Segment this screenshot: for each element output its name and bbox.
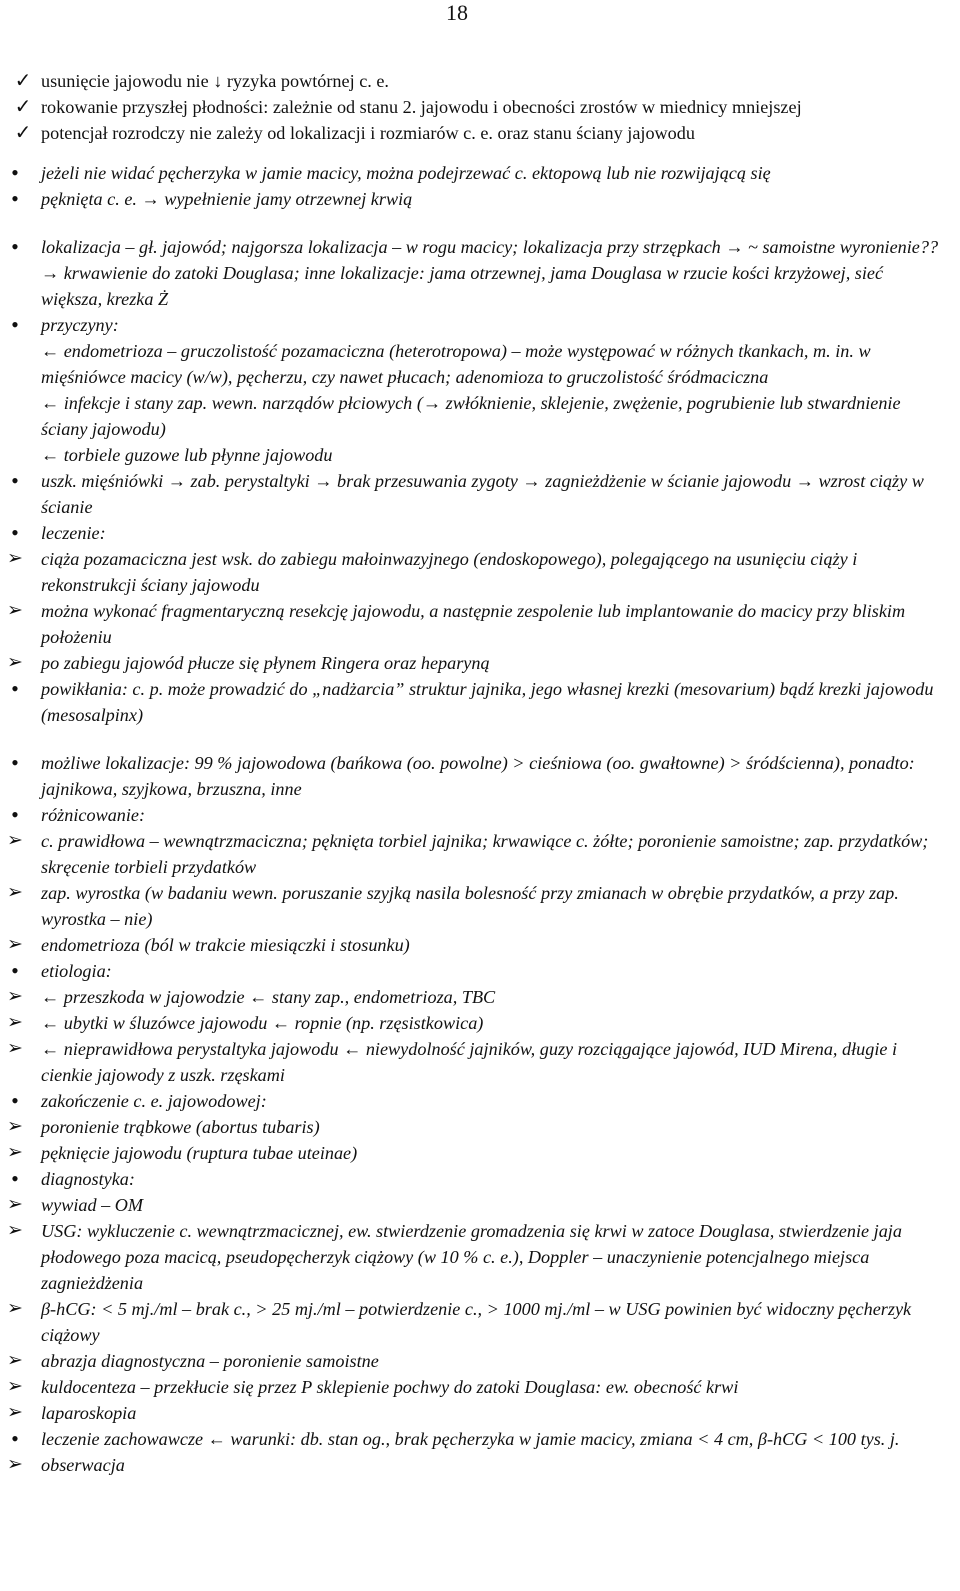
arrowhead-bullet-icon: ➢: [7, 652, 23, 673]
check-mark-icon: ✓: [14, 96, 32, 118]
bullet-icon: •: [11, 676, 19, 701]
list-item-text: laparoskopia: [41, 1403, 137, 1423]
list-item-text: różnicowanie:: [41, 805, 146, 825]
list-item: [0, 650, 960, 676]
list-item: [0, 1192, 960, 1218]
list-item: [0, 468, 960, 520]
list-item-text: zap. wyrostka (w badaniu wewn. poruszanie szyjką nasila bolesność przy zmianach w obrębie przydatków, a przy zap. wyrostka – nie): [41, 883, 899, 929]
bullet-icon: •: [11, 802, 19, 827]
check-mark-icon: ✓: [14, 70, 32, 92]
list-item: [0, 598, 960, 650]
list-item-text: uszk. mięśniówki → zab. perystaltyki → brak przesuwania zygoty → zagnieżdżenie w ścianie jajowodu → wzrost ciąży w ścianie: [41, 471, 924, 517]
list-item: [0, 120, 960, 146]
list-item-text: pęknięcie jajowodu (ruptura tubae uteinae): [41, 1143, 358, 1163]
arrowhead-bullet-icon: ➢: [7, 986, 23, 1007]
arrowhead-bullet-icon: ➢: [7, 1454, 23, 1475]
list-item-text: kuldocenteza – przekłucie się przez P sklepienie pochwy do zatoki Douglasa: ew. obecność krwi: [41, 1377, 739, 1397]
arrowhead-bullet-icon: ➢: [7, 1116, 23, 1137]
bullet-icon: •: [11, 160, 19, 185]
list-item: [0, 442, 960, 468]
list-item: [0, 828, 960, 880]
list-item: [0, 1114, 960, 1140]
bullet-icon: •: [11, 520, 19, 545]
arrowhead-bullet-icon: ➢: [7, 1038, 23, 1059]
list-item: [0, 1374, 960, 1400]
list-item: [0, 676, 960, 728]
list-item-text: endometrioza (ból w trakcie miesiączki i stosunku): [41, 935, 410, 955]
list-item-text: etiologia:: [41, 961, 112, 981]
list-item: [0, 1036, 960, 1088]
bullet-icon: •: [11, 1166, 19, 1191]
list-item: [0, 932, 960, 958]
list-item-text: po zabiegu jajowód płucze się płynem Ringera oraz heparyną: [41, 653, 490, 673]
list-item-text: przyczyny:: [41, 315, 119, 335]
list-item-text: ← nieprawidłowa perystaltyka jajowodu ← niewydolność jajników, guzy rozciągające jajowód, IUD Mirena, długie i cienkie jajowody z uszk. rzęskami: [41, 1039, 898, 1085]
list-item: [0, 520, 960, 546]
arrowhead-bullet-icon: ➢: [7, 934, 23, 955]
list-item-text: możliwe lokalizacje: 99 % jajowodowa (bańkowa (oo. powolne) > cieśniowa (oo. gwałtowne) > śródścienna), ponadto: jajnikowa, szyjkowa, brzuszna, inne: [41, 753, 915, 799]
list-item-text: c. prawidłowa – wewnątrzmaciczna; pęknięta torbiel jajnika; krwawiące c. żółte; poronienie samoistne; zap. przydatków; skręcenie torbieli przydatków: [41, 831, 929, 877]
list-item-text: rokowanie przyszłej płodności: zależnie od stanu 2. jajowodu i obecności zrostów w miednicy mniejszej: [41, 97, 802, 117]
list-item-text: wywiad – OM: [41, 1195, 144, 1215]
list-item: [0, 160, 960, 186]
list-item: [0, 1348, 960, 1374]
list-item-text: ← przeszkoda w jajowodzie ← stany zap., endometrioza, TBC: [41, 987, 496, 1007]
list-item: [0, 1218, 960, 1296]
list-item-text: β-hCG: < 5 mj./ml – brak c., > 25 mj./ml – potwierdzenie c., > 1000 mj./ml – w USG powinien być widoczny pęcherzyk ciążowy: [41, 1299, 912, 1345]
list-item: [0, 312, 960, 338]
list-item: [0, 880, 960, 932]
list-item: [0, 1010, 960, 1036]
bullet-icon: •: [11, 186, 19, 211]
list-item: [0, 546, 960, 598]
list-item: [0, 958, 960, 984]
bullet-icon: •: [11, 958, 19, 983]
list-item-text: można wykonać fragmentaryczną resekcję jajowodu, a następnie zespolenie lub implantowanie do macicy przy bliskim położeniu: [41, 601, 906, 647]
arrowhead-bullet-icon: ➢: [7, 1194, 23, 1215]
list-item: [0, 186, 960, 212]
check-mark-icon: ✓: [14, 122, 32, 144]
list-item-text: jeżeli nie widać pęcherzyka w jamie macicy, można podejrzewać c. ektopową lub nie rozwijającą się: [41, 163, 771, 183]
list-item: [0, 1088, 960, 1114]
list-item: [0, 750, 960, 802]
list-item-text: potencjał rozrodczy nie zależy od lokalizacji i rozmiarów c. e. oraz stanu ściany jajowodu: [41, 123, 695, 143]
arrowhead-bullet-icon: ➢: [7, 548, 23, 569]
list-item: [0, 1426, 960, 1452]
list-item-text: usunięcie jajowodu nie ↓ ryzyka powtórnej c. e.: [41, 71, 389, 91]
list-item-text: ← ubytki w śluzówce jajowodu ← ropnie (np. rzęsistkowica): [41, 1013, 484, 1033]
bullet-icon: •: [11, 1088, 19, 1113]
list-item-text: lokalizacja – gł. jajowód; najgorsza lokalizacja – w rogu macicy; lokalizacja przy strzępkach → ~ samoistne wyronienie?? → krwawienie do zatoki Douglasa; inne lokalizacje: jama otrzewnej, jama Douglasa w rzucie kości krzyżowej, sieć większa, krezka Ż: [41, 237, 939, 309]
list-item-text: leczenie zachowawcze ← warunki: db. stan og., brak pęcherzyka w jamie macicy, zmiana < 4 cm, β-hCG < 100 tys. j.: [41, 1429, 900, 1449]
list-item: [0, 1296, 960, 1348]
list-item: [0, 1400, 960, 1426]
arrowhead-bullet-icon: ➢: [7, 1402, 23, 1423]
list-item: [0, 234, 960, 312]
list-item-text: ciąża pozamaciczna jest wsk. do zabiegu małoinwazyjnego (endoskopowego), polegającego na usunięciu ciąży i rekonstrukcji ściany jajowodu: [41, 549, 858, 595]
list-item-text: leczenie:: [41, 523, 106, 543]
document-body: [0, 68, 960, 1478]
arrowhead-bullet-icon: ➢: [7, 1298, 23, 1319]
arrowhead-bullet-icon: ➢: [7, 830, 23, 851]
list-item-text: pęknięta c. e. → wypełnienie jamy otrzewnej krwią: [41, 189, 413, 209]
bullet-icon: •: [11, 468, 19, 493]
bullet-icon: •: [11, 750, 19, 775]
list-item: [0, 68, 960, 94]
list-item: [0, 94, 960, 120]
list-item-text: zakończenie c. e. jajowodowej:: [41, 1091, 267, 1111]
list-item-text: poronienie trąbkowe (abortus tubaris): [41, 1117, 320, 1137]
bullet-icon: •: [11, 312, 19, 337]
list-item-text: powikłania: c. p. może prowadzić do „nadżarcia” struktur jajnika, jego własnej krezki (mesovarium) bądź krezki jajowodu (mesosalpinx): [41, 679, 934, 725]
list-item: [0, 390, 960, 442]
list-item-text: diagnostyka:: [41, 1169, 135, 1189]
page-number: 18: [446, 0, 468, 25]
list-item-text: ← infekcje i stany zap. wewn. narządów płciowych (→ zwłóknienie, sklejenie, zwężenie, pogrubienie lub stwardnienie ściany jajowodu): [41, 393, 901, 439]
arrowhead-bullet-icon: ➢: [7, 1350, 23, 1371]
arrowhead-bullet-icon: ➢: [7, 1142, 23, 1163]
arrowhead-bullet-icon: ➢: [7, 1012, 23, 1033]
list-item: [0, 984, 960, 1010]
list-item-text: ← torbiele guzowe lub płynne jajowodu: [41, 445, 333, 465]
list-item: [0, 1452, 960, 1478]
list-item: [0, 1140, 960, 1166]
bullet-icon: •: [11, 234, 19, 259]
list-item: [0, 338, 960, 390]
list-item-text: USG: wykluczenie c. wewnątrzmacicznej, ew. stwierdzenie gromadzenia się krwi w zatoce Douglasa, stwierdzenie jaja płodowego poza macicą, pseudopęcherzyk ciążowy (w 10 % c. e.), Doppler – unaczynienie potencjalnego miejsca zagnieżdżenia: [41, 1221, 902, 1293]
bullet-icon: •: [11, 1426, 19, 1451]
list-item-text: ← endometrioza – gruczolistość pozamaciczna (heterotropowa) – może występować w różnych tkankach, m. in. w mięśniówce macicy (w/w), pęcherzu, czy nawet płucach; adenomioza to gruczolistość śródmaciczna: [41, 341, 871, 387]
list-item-text: obserwacja: [41, 1455, 125, 1475]
list-item-text: abrazja diagnostyczna – poronienie samoistne: [41, 1351, 379, 1371]
arrowhead-bullet-icon: ➢: [7, 600, 23, 621]
arrowhead-bullet-icon: ➢: [7, 882, 23, 903]
arrowhead-bullet-icon: ➢: [7, 1376, 23, 1397]
arrowhead-bullet-icon: ➢: [7, 1220, 23, 1241]
list-item: [0, 802, 960, 828]
list-item: [0, 1166, 960, 1192]
